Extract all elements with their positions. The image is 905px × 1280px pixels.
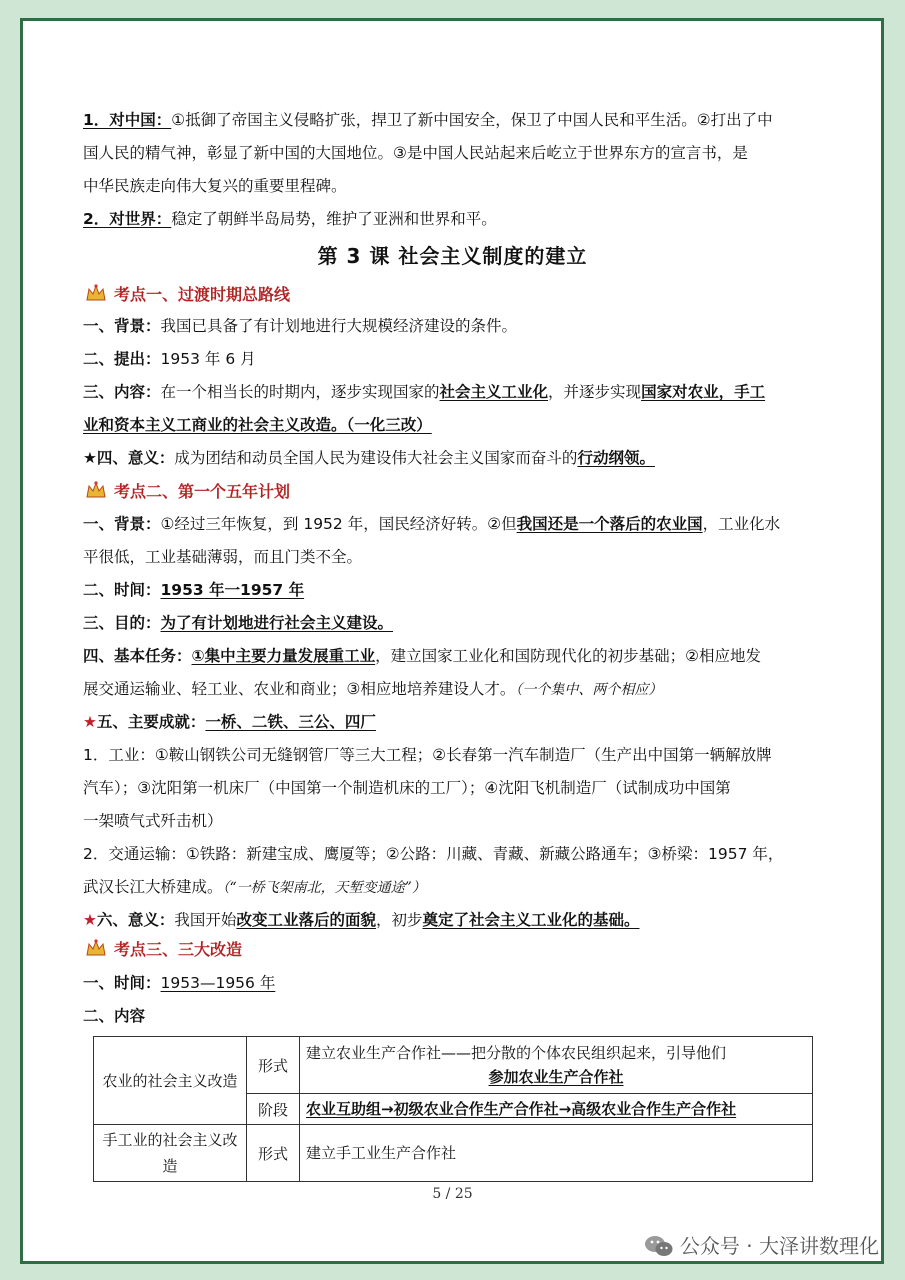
table-row: [94, 1125, 813, 1182]
k3-content-label: 二、内容: [83, 1007, 146, 1025]
table-content: 农业互助组→初级农业合作生产合作社→高级农业合作生产合作社: [300, 1094, 813, 1125]
watermark: 公众号 · 大泽讲数理化: [644, 1228, 879, 1264]
k2-goal: 三、目的：为了有计划地进行社会主义建设。: [83, 614, 394, 632]
significance-china-line-2: 国人民的精气神，彰显了新中国的大国地位。③是中国人民站起来后屹立于世界东方的宣言书，是: [83, 144, 748, 162]
keypoint-1-heading: 考点一、过渡时期总路线: [86, 282, 290, 308]
k2-achievements: ★五、主要成就：一桥、二铁、三公、四厂: [83, 713, 376, 731]
table-category-handicraft: 手工业的社会主义改造: [94, 1125, 247, 1182]
crown-icon: [86, 481, 106, 499]
table-content: 建立手工业生产合作社: [300, 1125, 813, 1182]
k2-transport-line-1: 2．交通运输：①铁路：新建宝成、鹰厦等；②公路：川藏、青藏、新藏公路通车；③桥梁：1957 年，: [83, 845, 784, 863]
k2-background-line-1: 一、背景：①经过三年恢复，到 1952 年，国民经济好转。②但我国还是一个落后的农业国，工业化水: [83, 515, 781, 533]
crown-icon: [86, 284, 106, 302]
lesson-title: 第 3 课 社会主义制度的建立: [317, 244, 588, 268]
significance-china-line-3: 中华民族走向伟大复兴的重要里程碑。: [83, 177, 347, 195]
table-content: 建立农业生产合作社——把分散的个体农民组织起来，引导他们 参加农业生产合作社: [300, 1037, 813, 1094]
table-kind: 阶段: [247, 1094, 300, 1125]
wechat-icon: [644, 1234, 674, 1258]
table-kind: 形式: [247, 1125, 300, 1182]
keypoint-2-heading: 考点二、第一个五年计划: [86, 479, 290, 505]
k1-content-line-1: 三、内容：在一个相当长的时期内，逐步实现国家的社会主义工业化，并逐步实现国家对农业，手工: [83, 383, 766, 401]
keypoint-3-heading: 考点三、三大改造: [86, 937, 242, 963]
k2-industry-line-1: 1．工业：①鞍山钢铁公司无缝钢管厂等三大工程；②长春第一汽车制造厂（生产出中国第一辆解放牌: [83, 746, 772, 764]
k2-time: 二、时间：1953 年一1957 年: [83, 581, 305, 599]
k2-task-line-2: 展交通运输业、轻工业、农业和商业；③相应地培养建设人才。（一个集中、两个相应）: [83, 680, 663, 698]
k1-proposed: 二、提出：1953 年 6 月: [83, 350, 256, 368]
k2-industry-line-3: 一架喷气式歼击机）: [83, 812, 223, 830]
k1-background: 一、背景：我国已具备了有计划地进行大规模经济建设的条件。: [83, 317, 518, 335]
k2-task-line-1: 四、基本任务：①集中主要力量发展重工业，建立国家工业化和国防现代化的初步基础；②相应地发: [83, 647, 762, 665]
k1-significance: ★四、意义：成为团结和动员全国人民为建设伟大社会主义国家而奋斗的行动纲领。: [83, 449, 655, 467]
significance-china-line-1: 1．对中国：①抵御了帝国主义侵略扩张，捍卫了新中国安全，保卫了中国人民和平生活。②打出了中: [83, 111, 773, 129]
page-number: 5 / 25: [432, 1186, 473, 1202]
table-row: [94, 1037, 813, 1094]
k2-significance: ★六、意义：我国开始改变工业落后的面貌，初步奠定了社会主义工业化的基础。: [83, 911, 640, 929]
k2-transport-line-2: 武汉长江大桥建成。（“一桥飞架南北，天堑变通途”）: [83, 878, 426, 896]
reform-table: [93, 1036, 813, 1182]
k1-content-line-2: 业和资本主义工商业的社会主义改造。（一化三改）: [83, 416, 432, 434]
significance-world-line: 2．对世界：稳定了朝鲜半岛局势，维护了亚洲和世界和平。: [83, 210, 497, 228]
crown-icon: [86, 939, 106, 957]
table-kind: 形式: [247, 1037, 300, 1094]
k3-time: 一、时间：1953—1956 年: [83, 974, 276, 992]
table-category-agriculture: 农业的社会主义改造: [94, 1037, 247, 1125]
k2-background-line-2: 平很低，工业基础薄弱，而且门类不全。: [83, 548, 363, 566]
k2-industry-line-2: 汽车）；③沈阳第一机床厂（中国第一个制造机床的工厂）；④沈阳飞机制造厂（试制成功中国第: [83, 779, 731, 797]
